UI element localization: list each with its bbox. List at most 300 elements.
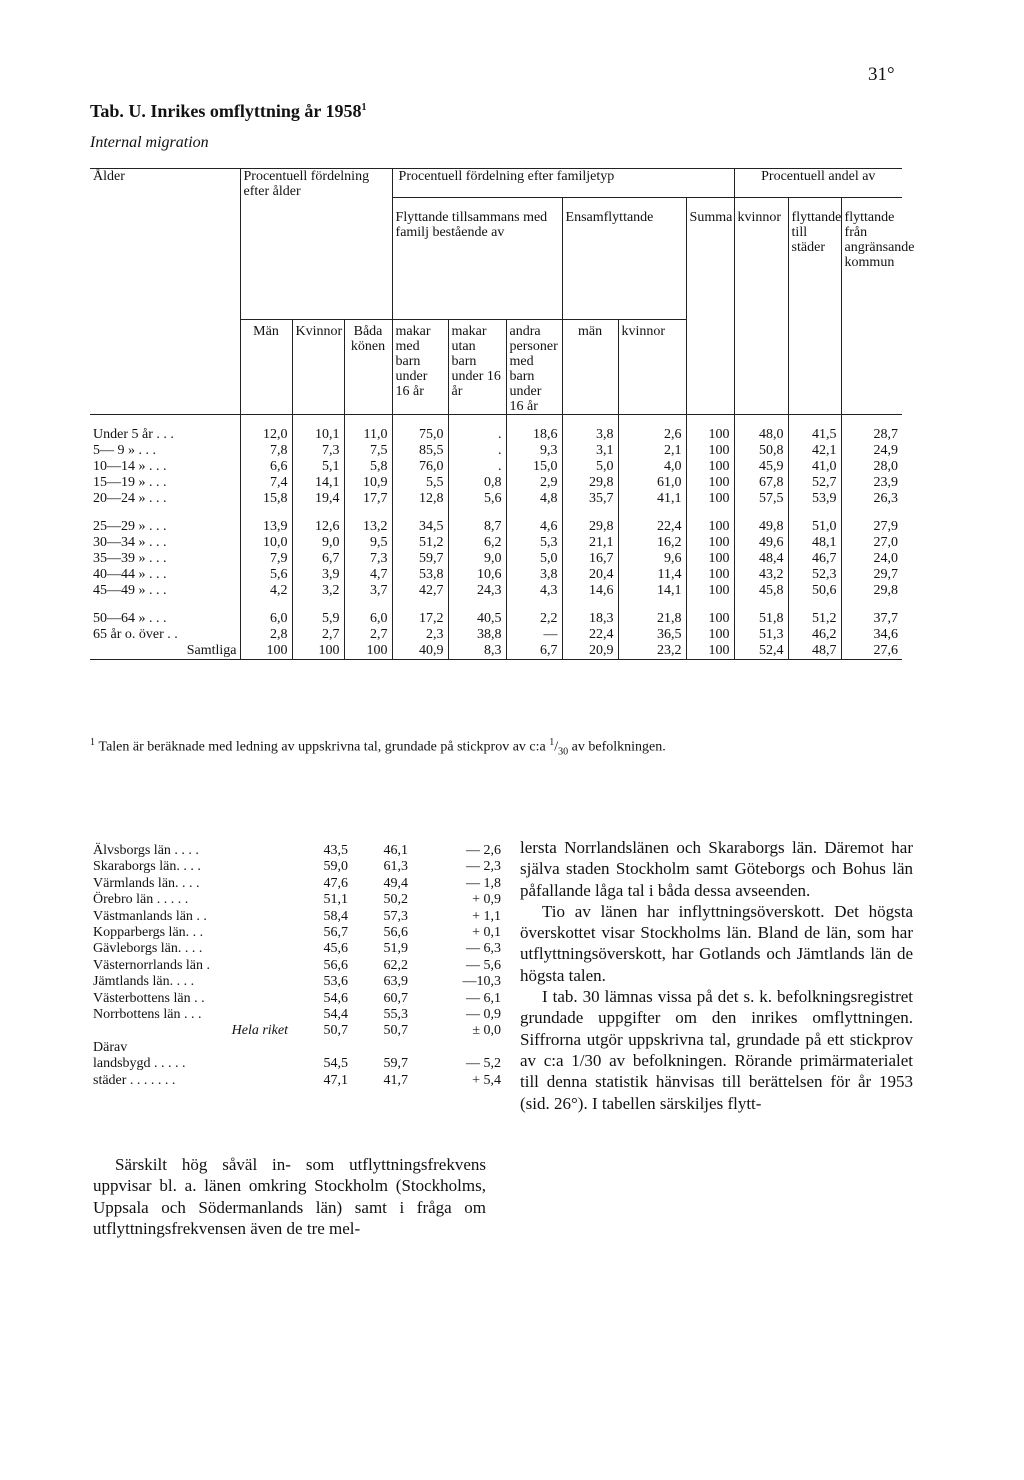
footnote-text-after: av befolkningen. [568,739,666,755]
table-cell: 24,0 [841,551,902,567]
table-cell: 51,8 [734,611,788,627]
table-cell: — [506,627,562,643]
county-value-b: 51,9 [383,941,408,957]
table-cell: 2,7 [344,627,392,643]
county-value-a: 53,6 [323,974,348,990]
table-cell: 42,7 [392,583,448,599]
table-cell: 12,8 [392,491,448,507]
table-cell: 7,9 [240,551,292,567]
row-gap [734,507,788,519]
row-label-text: 5— 9 » [93,443,135,458]
table-cell: 3,7 [344,583,392,599]
table-cell: 22,4 [562,627,618,643]
county-value-c: — 5,2 [466,1056,501,1072]
header-rule [506,415,562,428]
table-cell: 2,8 [240,627,292,643]
table-cell: . [448,427,506,443]
row-gap [90,507,240,519]
table-cell: 49,6 [734,535,788,551]
row-gap [788,507,841,519]
row-gap [240,599,292,611]
table-cell: 100 [686,627,734,643]
county-row [93,909,501,925]
row-label-text: 20—24 » [93,491,146,506]
table-cell: 27,0 [841,535,902,551]
table-cell: 21,8 [618,611,686,627]
table-cell: 14,1 [292,475,344,491]
table-cell: 29,8 [562,519,618,535]
table-cell: 100 [686,475,734,491]
table-cell: 18,6 [506,427,562,443]
county-value-a: 54,4 [323,1007,348,1023]
table-cell: 26,3 [841,491,902,507]
table-cell: 6,0 [344,611,392,627]
table-cell: 5,8 [344,459,392,475]
page-number: 31° [868,64,895,85]
county-name: Gävleborgs län. . . . [93,941,203,957]
table-row [90,475,902,491]
header-ens-kvinnor: kvinnor [618,320,686,415]
table-row [90,627,902,643]
left-paragraph [93,1154,486,1239]
row-gap [686,599,734,611]
row-label-text: 35—39 » [93,551,146,566]
county-value-b: 50,7 [383,1023,408,1039]
header-rule [392,415,448,428]
row-label-text: 40—44 » [93,567,146,582]
table-title [90,101,367,122]
county-row [93,892,501,908]
right-paragraph-2: Tio av länen har inflyttningsöverskott. Det högsta överskottet visar Stockholms län. Bland de län, som har utflyttningsöverskott, har Gotlands och Jämtlands län de högsta talen. [520,901,913,985]
table-cell: 9,0 [292,535,344,551]
table-cell: 42,1 [788,443,841,459]
table-cell: 4,2 [240,583,292,599]
table-cell: 48,4 [734,551,788,567]
header-rule [90,415,240,428]
table-cell: 35,7 [562,491,618,507]
row-label [90,519,240,535]
table-cell: 22,4 [618,519,686,535]
row-gap [90,599,240,611]
table-row [90,583,902,599]
row-label-dots: . . . [149,611,167,626]
table-row [90,567,902,583]
table-cell: 5,1 [292,459,344,475]
header-fordelning-alder: Procentuell fördelning efter ålder [240,169,392,320]
table-cell: 51,2 [392,535,448,551]
county-name: Örebro län . . . . . [93,892,189,908]
table-cell: 67,8 [734,475,788,491]
table-cell: 50,8 [734,443,788,459]
table-title-text: Tab. U. Inrikes omflyttning år 1958 [90,101,362,121]
header-flyttande-fran-kommun: flyttande från angränsande kommun [841,198,902,415]
table-cell: 29,7 [841,567,902,583]
table-row [90,611,902,627]
table-cell: 3,1 [562,443,618,459]
table-cell: 20,4 [562,567,618,583]
table-row [90,443,902,459]
county-name: Västmanlands län . . [93,908,207,924]
table-cell: 3,8 [506,567,562,583]
county-value-b: 56,6 [383,925,408,941]
table-cell: 9,0 [448,551,506,567]
table-cell: 53,8 [392,567,448,583]
table-row [90,459,902,475]
table-cell: 48,7 [788,643,841,660]
row-gap [344,507,392,519]
county-value-b: 50,2 [383,892,408,908]
table-cell: . [448,443,506,459]
table-cell: 100 [686,491,734,507]
county-row [93,876,501,892]
row-gap [506,599,562,611]
table-cell: 100 [240,643,292,660]
row-label [90,611,240,627]
header-ens-man: män [562,320,618,415]
county-value-a: 47,6 [323,875,348,891]
table-cell: 20,9 [562,643,618,660]
county-value-c: — 6,1 [466,990,501,1006]
row-label-text: 10—14 » [93,459,146,474]
row-gap [292,599,344,611]
header-summa: Summa [686,198,734,415]
row-label-text: 65 år o. över [93,627,164,642]
county-value-c: —10,3 [462,974,501,990]
table-cell: 13,2 [344,519,392,535]
table-cell: 5,5 [392,475,448,491]
table-cell: 6,7 [292,551,344,567]
county-value-b: 61,3 [383,859,408,875]
table-cell: 5,3 [506,535,562,551]
row-gap [618,599,686,611]
table-cell: 24,3 [448,583,506,599]
table-cell: 5,0 [506,551,562,567]
table-subtitle: Internal migration [90,134,209,151]
county-value-a: 59,0 [323,859,348,875]
table-cell: 6,0 [240,611,292,627]
row-label [90,567,240,583]
table-cell: 8,3 [448,643,506,660]
table-cell: 34,5 [392,519,448,535]
county-row [93,941,501,957]
table-cell: 3,2 [292,583,344,599]
row-label [90,551,240,567]
table-cell: 23,9 [841,475,902,491]
county-value-a: 51,1 [323,892,348,908]
table-cell: 5,6 [240,567,292,583]
county-row [93,843,501,859]
header-kvinnor-andel: kvinnor [734,198,788,415]
table-cell: 5,9 [292,611,344,627]
table-cell: 2,1 [618,443,686,459]
table-cell: 57,5 [734,491,788,507]
table-cell: 2,3 [392,627,448,643]
header-flyttande-till-stader: flyttande till städer [788,198,841,415]
table-cell: 5,0 [562,459,618,475]
table-cell: 2,7 [292,627,344,643]
table-cell: 3,8 [562,427,618,443]
row-label [90,427,240,443]
county-value-a: 50,7 [323,1023,348,1039]
table-cell: 48,1 [788,535,841,551]
row-gap [788,599,841,611]
header-rule [841,415,902,428]
table-cell: 7,4 [240,475,292,491]
county-value-c: — 5,6 [466,957,501,973]
left-paragraph-text: Särskilt hög såväl in- som utflyttningsfrekvens uppvisar bl. a. länen omkring Stockholm (Stockholms, Uppsala och Södermanlands län) samt i fråga om utflyttningsfrekvensen även de tre mel- [93,1155,486,1238]
table-cell: 51,2 [788,611,841,627]
table-cell: 3,9 [292,567,344,583]
row-gap [506,507,562,519]
table-cell: 12,0 [240,427,292,443]
row-label-dots: . . . [138,443,156,458]
county-value-b: 57,3 [383,908,408,924]
county-name: Västerbottens län . . [93,990,205,1006]
row-label [90,643,240,660]
table-cell: 17,2 [392,611,448,627]
table-cell: 46,7 [788,551,841,567]
table-cell: 41,0 [788,459,841,475]
table-cell: 100 [686,567,734,583]
row-gap [392,507,448,519]
table-cell: 2,2 [506,611,562,627]
county-value-a: 56,6 [323,957,348,973]
table-cell: 10,6 [448,567,506,583]
table-cell: 2,6 [618,427,686,443]
header-rule [788,415,841,428]
county-value-b: 63,9 [383,974,408,990]
header-makar-utan-barn: makar utan barn under 16 år [448,320,506,415]
county-table [93,843,501,1089]
row-label [90,583,240,599]
title-footnote-mark: 1 [361,102,367,113]
county-value-a: 43,5 [323,843,348,858]
county-value-c: — 2,6 [466,843,501,858]
table-cell: 100 [344,643,392,660]
table-cell: 50,6 [788,583,841,599]
table-cell: 9,5 [344,535,392,551]
table-cell: 7,3 [292,443,344,459]
county-name: Norrbottens län . . . [93,1007,202,1023]
header-kvinnor: Kvinnor [292,320,344,415]
row-gap [841,507,902,519]
county-value-c: — 2,3 [466,859,501,875]
header-fordelning-familjetyp: Procentuell fördelning efter familjetyp [392,169,734,198]
header-alder: Ålder [90,169,240,415]
header-rule [618,415,686,428]
table-cell: 53,9 [788,491,841,507]
county-name: Älvsborgs län . . . . [93,843,199,858]
county-value-c: + 5,4 [472,1072,501,1088]
table-cell: 21,1 [562,535,618,551]
header-andra-personer: andra personer med barn under 16 år [506,320,562,415]
row-gap [562,599,618,611]
county-name: Kopparbergs län. . . [93,925,204,941]
county-name: Skaraborgs län. . . . [93,859,201,875]
header-makar-med-barn: makar med barn under 16 år [392,320,448,415]
row-label [90,459,240,475]
county-row [93,958,501,974]
header-bada-konen: Båda könen [344,320,392,415]
table-cell: 13,9 [240,519,292,535]
table-cell: 61,0 [618,475,686,491]
row-label-dots: . . . [149,459,167,474]
header-ensamflyttande: Ensamflyttande [562,198,686,320]
footnote-mark: 1 [90,737,95,748]
header-rule [344,415,392,428]
table-cell: 12,6 [292,519,344,535]
table-cell: 100 [686,611,734,627]
table-cell: 11,4 [618,567,686,583]
table-cell: 16,7 [562,551,618,567]
table-cell: 8,7 [448,519,506,535]
row-gap [562,507,618,519]
county-value-a: 58,4 [323,908,348,924]
table-row [90,427,902,443]
table-cell: 10,1 [292,427,344,443]
table-cell: 27,6 [841,643,902,660]
row-gap [734,599,788,611]
county-sub-header: Därav [93,1039,128,1055]
table-cell: 7,8 [240,443,292,459]
header-rule [448,415,506,428]
county-name: Värmlands län. . . . [93,875,200,891]
county-value-a: 54,5 [323,1056,348,1072]
table-cell: 38,8 [448,627,506,643]
table-cell: 59,7 [392,551,448,567]
right-column-text [520,837,913,1114]
table-cell: 9,3 [506,443,562,459]
table-cell: 36,5 [618,627,686,643]
county-name: landsbygd . . . . . [93,1056,186,1072]
row-label-dots: . . . [149,551,167,566]
table-cell: 52,4 [734,643,788,660]
county-name: Hela riket [231,1023,288,1039]
header-man: Män [240,320,292,415]
table-cell: 17,7 [344,491,392,507]
table-cell: 41,1 [618,491,686,507]
table-cell: 15,0 [506,459,562,475]
table-cell: 100 [686,443,734,459]
table-cell: 100 [292,643,344,660]
table-cell: 45,9 [734,459,788,475]
table-cell: 4,7 [344,567,392,583]
table-cell: 45,8 [734,583,788,599]
county-row [93,1023,501,1039]
table-cell: 100 [686,551,734,567]
table-cell: 10,0 [240,535,292,551]
table-cell: 51,3 [734,627,788,643]
row-label [90,443,240,459]
table-cell: 41,5 [788,427,841,443]
county-value-b: 59,7 [383,1056,408,1072]
county-value-c: — 1,8 [466,875,501,891]
table-cell: 7,5 [344,443,392,459]
table-cell: 49,8 [734,519,788,535]
row-label-dots: . . . [149,583,167,598]
table-cell: 100 [686,643,734,660]
row-label-dots: . . . [149,535,167,550]
table-cell: 29,8 [841,583,902,599]
county-value-b: 49,4 [383,875,408,891]
row-gap [392,599,448,611]
table-cell: 4,6 [506,519,562,535]
county-value-c: — 6,3 [466,941,501,957]
row-label-dots: . . [167,627,178,642]
row-label-dots: . . . [156,427,174,442]
table-cell: . [448,459,506,475]
county-sub-header-row [93,1040,501,1056]
right-paragraph-3: I tab. 30 lämnas vissa på det s. k. befolkningsregistret grundade uppgifter om den inrikes omflyttningen. Siffrorna utgör uppskrivna tal, grundade på ett stickprov av c:a 1/30 av befolkningen. Rörande primärmaterialet till denna statistik hänvisas till berättelsen för år 1953 (sid. 26°). I tabellen särskiljes flytt- [520,987,913,1113]
table-cell: 75,0 [392,427,448,443]
county-value-b: 60,7 [383,990,408,1006]
table-cell: 51,0 [788,519,841,535]
county-value-b: 55,3 [383,1007,408,1023]
row-gap [448,507,506,519]
header-rule [562,415,618,428]
county-value-b: 41,7 [383,1072,408,1088]
county-value-a: 54,6 [323,990,348,1006]
header-rule [240,415,292,428]
table-cell: 14,6 [562,583,618,599]
county-value-b: 46,1 [383,843,408,858]
table-row [90,491,902,507]
row-label-text: 50—64 » [93,611,146,626]
header-rule [686,415,734,428]
row-gap [344,599,392,611]
row-label-text: 30—34 » [93,535,146,550]
table-row [90,643,902,660]
table-cell: 52,3 [788,567,841,583]
county-name: Västernorrlands län . [93,957,211,973]
table-cell: 27,9 [841,519,902,535]
row-label-dots: . . . [149,519,167,534]
row-label-dots: . . . [149,491,167,506]
table-cell: 18,3 [562,611,618,627]
row-label-text: Under 5 år [93,427,153,442]
county-value-c: — 0,9 [466,1007,501,1023]
county-row [93,1007,501,1023]
header-flyttande-tillsammans: Flyttande tillsammans med familj bestående av [392,198,562,320]
table-cell: 4,0 [618,459,686,475]
table-cell: 9,6 [618,551,686,567]
footnote: $^1$ Talen är beräknade med ledning av uppskrivna tal, grundade på stickprov av c:a $^1/_{30}$ av befolkningen. [90,737,666,758]
table-cell: 40,9 [392,643,448,660]
county-value-b: 62,2 [383,957,408,973]
row-gap [240,507,292,519]
row-label-dots: . . . [149,475,167,490]
table-cell: 76,0 [392,459,448,475]
county-row [93,1073,501,1089]
row-gap [686,507,734,519]
table-cell: 15,8 [240,491,292,507]
county-row [93,1056,501,1072]
county-row [93,991,501,1007]
county-value-a: 45,6 [323,941,348,957]
table-cell: 46,2 [788,627,841,643]
row-label-text: 15—19 » [93,475,146,490]
table-cell: 28,7 [841,427,902,443]
row-label-text: 25—29 » [93,519,146,534]
table-cell: 29,8 [562,475,618,491]
table-cell: 10,9 [344,475,392,491]
row-label-text: 45—49 » [93,583,146,598]
county-value-a: 47,1 [323,1072,348,1088]
county-row [93,859,501,875]
table-cell: 16,2 [618,535,686,551]
table-cell: 52,7 [788,475,841,491]
row-gap [448,599,506,611]
